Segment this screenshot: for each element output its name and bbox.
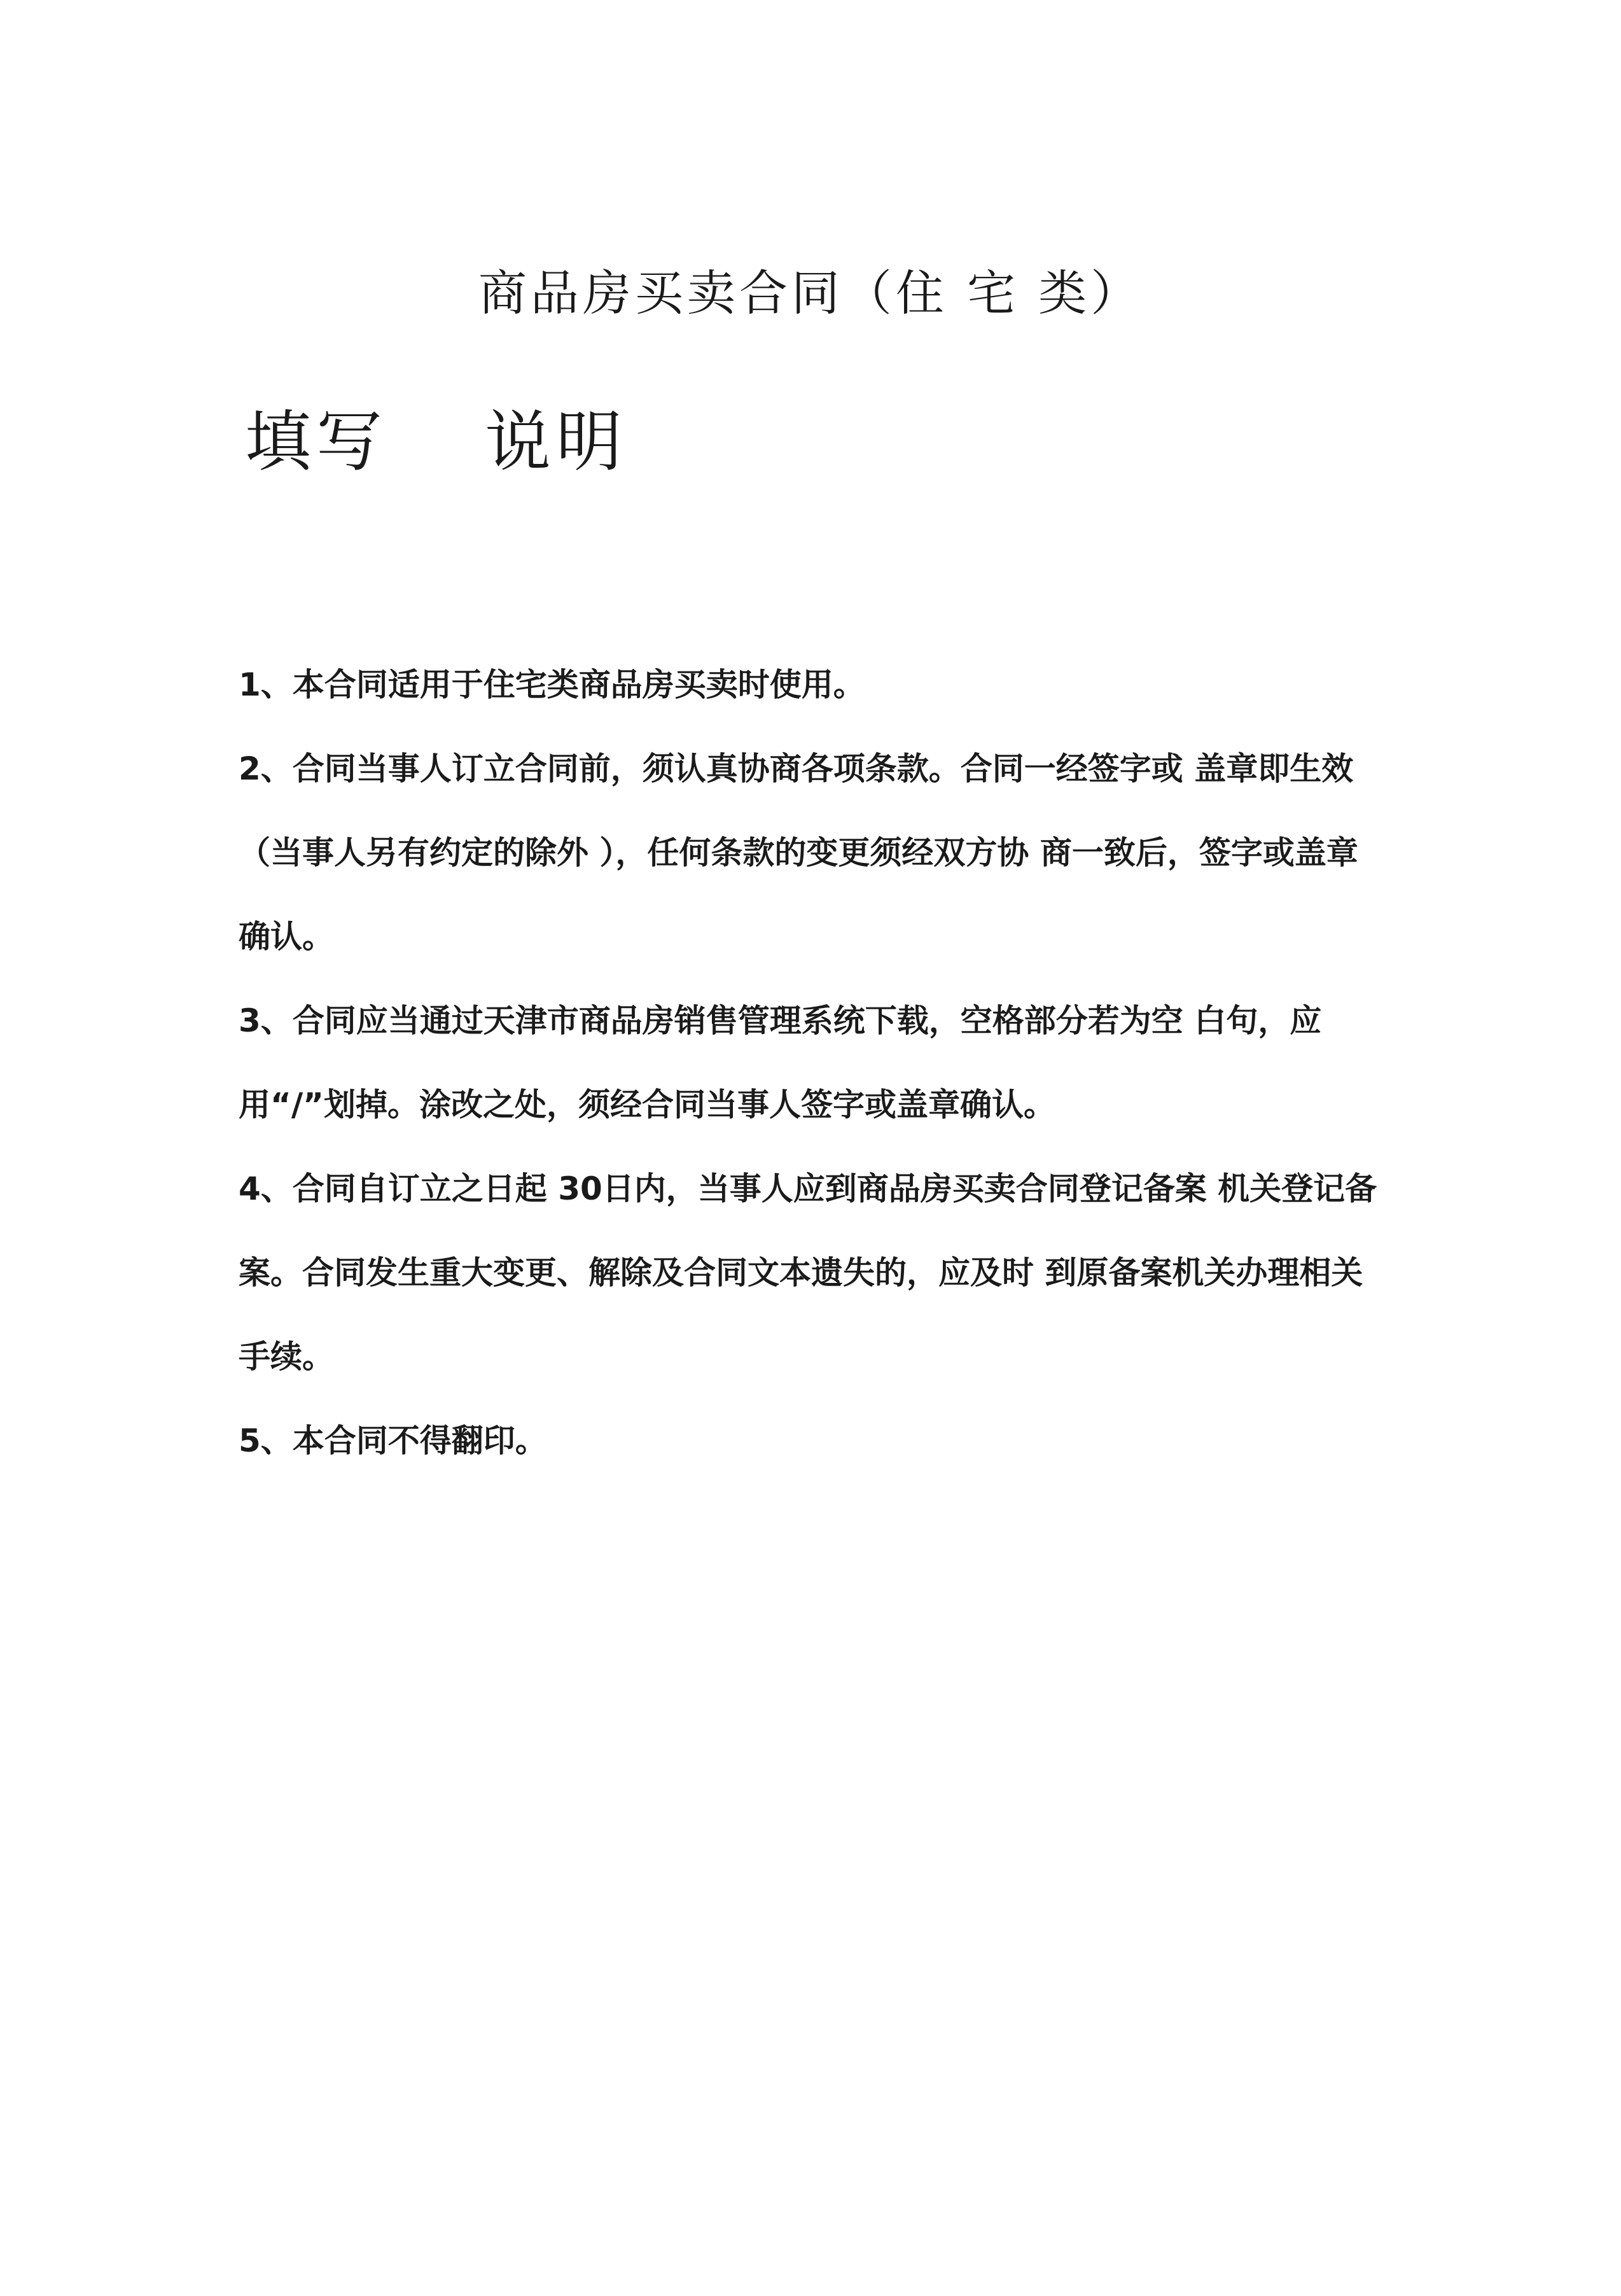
instruction-item-3: 3、合同应当通过天津市商品房销售管理系统下载，空格部分若为空 白句，应用“/”划掉。涂改之处，须经合同当事人签字或盖章确认。 xyxy=(239,1002,1322,1123)
instruction-item-1: 1、本合同适用于住宅类商品房买卖时使用。 xyxy=(239,666,865,703)
section-heading: 填写 说明 xyxy=(245,403,628,480)
instruction-item-4: 4、合同自订立之日起 30日内，当事人应到商品房买卖合同登记备案 机关登记备案。合同发生重大变更、解除及合同文本遗失的，应及时 到原备案机关办理相关手续。 xyxy=(239,1170,1377,1375)
instruction-item-5: 5、本合同不得翻印。 xyxy=(239,1422,547,1459)
instruction-item-2: 2、合同当事人订立合同前，须认真协商各项条款。合同一经签字或 盖章即生效（当事人另有约定的除外 ），任何条款的变更须经双方协 商一致后，签字或盖章确认。 xyxy=(239,750,1358,955)
instructions-list xyxy=(239,643,1377,1483)
document-title: 商品房买卖合同（住 宅 类） xyxy=(478,265,1143,321)
